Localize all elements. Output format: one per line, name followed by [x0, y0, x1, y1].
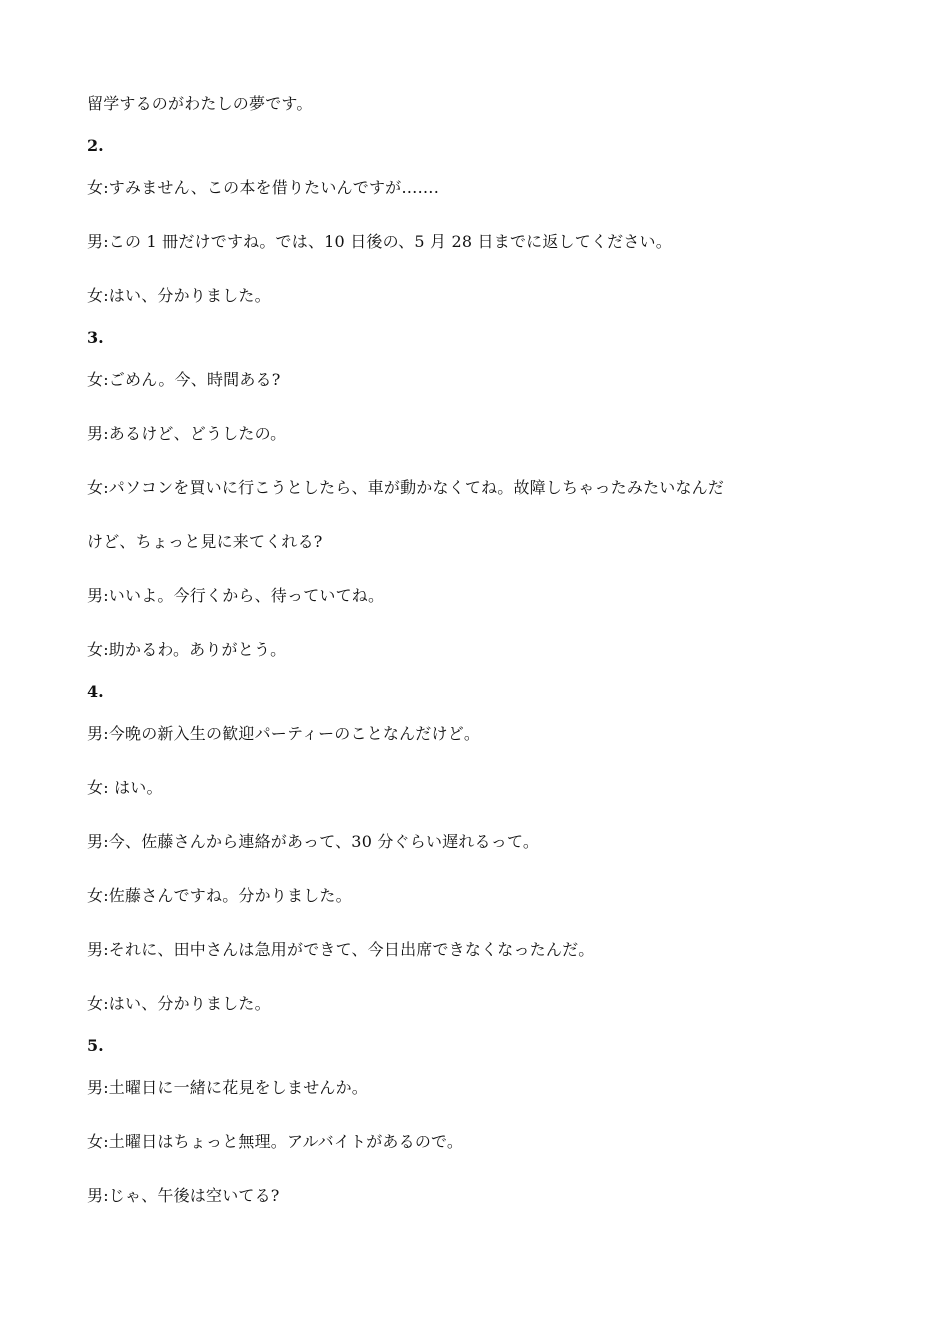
- dialogue-line: 女:助かるわ。ありがとう。: [87, 640, 287, 659]
- section-number: 5.: [87, 1036, 104, 1055]
- section-number: 3.: [87, 328, 104, 347]
- dialogue-line: 男:今、佐藤さんから連絡があって、30 分ぐらい遅れるって。: [87, 832, 540, 851]
- dialogue-line: 男:それに、田中さんは急用ができて、今日出席できなくなったんだ。: [87, 940, 595, 959]
- dialogue-line: 女:すみません、この本を借りたいんですが…….: [87, 178, 440, 197]
- dialogue-line: 女:ごめん。今、時間ある?: [87, 370, 281, 389]
- dialogue-line: 男:土曜日に一緒に花見をしませんか。: [87, 1078, 368, 1097]
- dialogue-line: 男:あるけど、どうしたの。: [87, 424, 287, 443]
- dialogue-line: 女:はい、分かりました。: [87, 286, 271, 305]
- dialogue-line: 女:土曜日はちょっと無理。アルバイトがあるので。: [87, 1132, 464, 1151]
- dialogue-line: 男:この 1 冊だけですね。では、10 日後の、5 月 28 日までに返してください。: [87, 232, 672, 251]
- dialogue-line: 男:じゃ、午後は空いてる?: [87, 1186, 280, 1205]
- dialogue-line: 女:佐藤さんですね。分かりました。: [87, 886, 352, 905]
- dialogue-line: 女:はい、分かりました。: [87, 994, 271, 1013]
- section-number: 4.: [87, 682, 104, 701]
- dialogue-line-continued: けど、ちょっと見に来てくれる?: [87, 532, 323, 551]
- section-number: 2.: [87, 136, 104, 155]
- dialogue-line: 女: はい。: [87, 778, 163, 797]
- text-line: 留学するのがわたしの夢です。: [87, 94, 313, 113]
- dialogue-line: 男:今晩の新入生の歓迎パーティーのことなんだけど。: [87, 724, 481, 743]
- dialogue-line: 女:パソコンを買いに行こうとしたら、車が動かなくてね。故障しちゃったみたいなんだ: [87, 478, 725, 497]
- dialogue-line: 男:いいよ。今行くから、待っていてね。: [87, 586, 385, 605]
